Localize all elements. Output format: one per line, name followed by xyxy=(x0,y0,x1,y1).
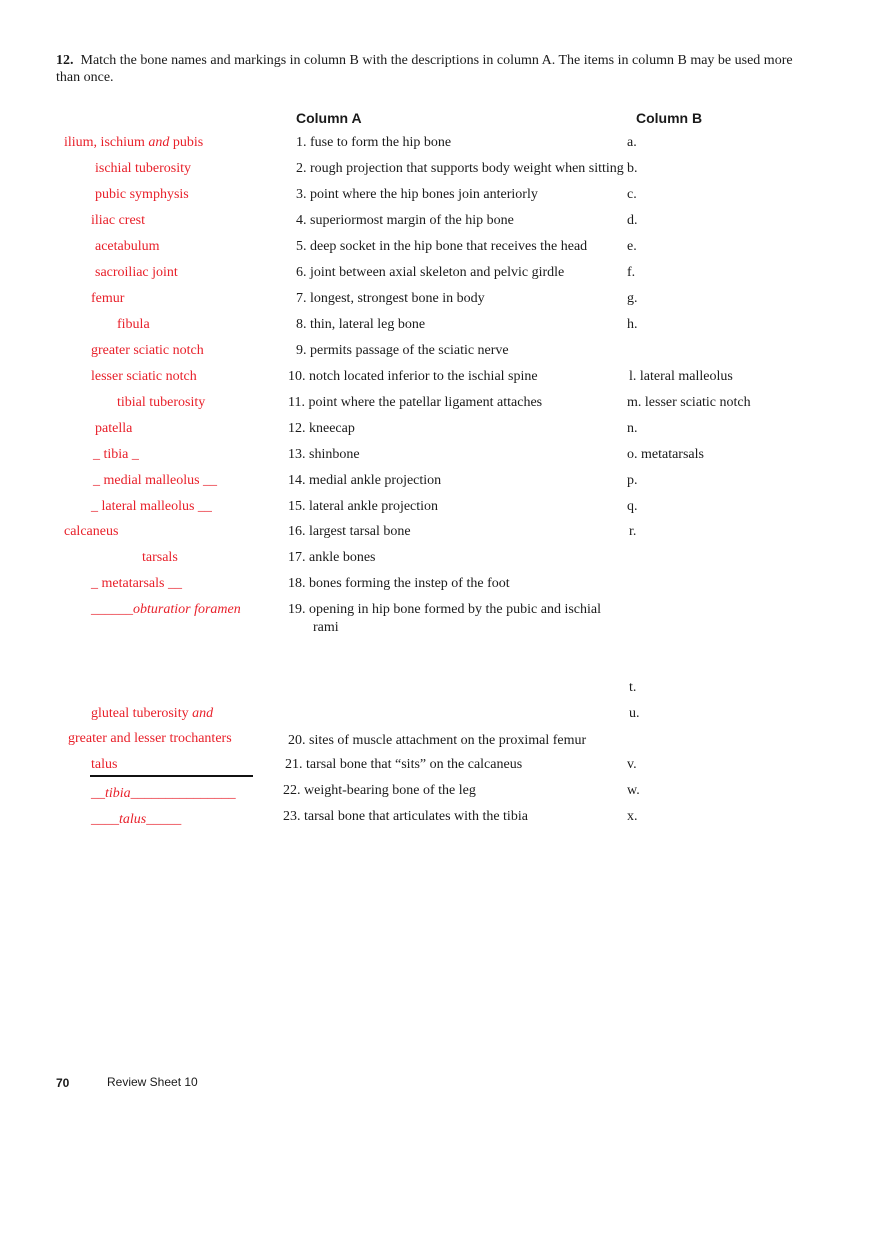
letter-a: a. xyxy=(627,135,637,150)
answer-12: patella xyxy=(95,421,133,436)
letter-p: p. xyxy=(627,473,638,488)
answer-11: tibial tuberosity xyxy=(117,395,206,410)
answer-5: acetabulum xyxy=(95,239,160,254)
answer-10: lesser sciatic notch xyxy=(91,369,197,384)
answer-19: ______obturatior foramen xyxy=(91,602,241,617)
description-19-cont: rami xyxy=(313,620,339,635)
answer-14: _ medial malleolus __ xyxy=(93,473,218,488)
answer-8: fibula xyxy=(117,317,150,332)
letter-e: e. xyxy=(627,239,637,254)
letter-l: l. lateral malleolus xyxy=(629,369,733,384)
question-number: 12. xyxy=(56,53,74,68)
footer-title: Review Sheet 10 xyxy=(107,1075,198,1089)
description-3: 3. point where the hip bones join anteriorly xyxy=(296,187,538,202)
answer-16: calcaneus xyxy=(64,524,119,539)
answer-15: _ lateral malleolus __ xyxy=(91,499,212,514)
description-22: 22. weight-bearing bone of the leg xyxy=(283,783,476,798)
column-a-header: Column A xyxy=(296,110,362,126)
question-text xyxy=(56,52,816,86)
letter-o: o. metatarsals xyxy=(627,447,704,462)
description-23: 23. tarsal bone that articulates with the tibia xyxy=(283,809,528,824)
letter-b: b. xyxy=(627,161,638,176)
description-12: 12. kneecap xyxy=(288,421,355,436)
answer-13: _ tibia _ xyxy=(93,447,139,462)
letter-h: h. xyxy=(627,317,638,332)
answer-18: _ metatarsals __ xyxy=(91,576,182,591)
answer-9: greater sciatic notch xyxy=(91,343,204,358)
letter-r: r. xyxy=(629,524,637,539)
description-17: 17. ankle bones xyxy=(288,550,376,565)
page-number: 70 xyxy=(56,1076,70,1090)
letter-m: m. lesser sciatic notch xyxy=(627,395,751,410)
answer-7: femur xyxy=(91,291,125,306)
description-20: 20. sites of muscle attachment on the proximal femur xyxy=(288,733,587,748)
letter-x: x. xyxy=(627,809,638,824)
description-4: 4. superiormost margin of the hip bone xyxy=(296,213,514,228)
description-19: 19. opening in hip bone formed by the pubic and ischial xyxy=(288,602,601,617)
answer-4: iliac crest xyxy=(91,213,146,228)
question-body: Match the bone names and markings in column B with the descriptions in column A. The items in column B may be used more than once. xyxy=(56,53,793,85)
answer-21: talus xyxy=(91,757,118,772)
letter-t: t. xyxy=(629,680,637,695)
description-6: 6. joint between axial skeleton and pelvic girdle xyxy=(296,265,565,280)
answer-6: sacroiliac joint xyxy=(95,265,178,280)
description-10: 10. notch located inferior to the ischial spine xyxy=(288,369,538,384)
letter-v: v. xyxy=(627,757,637,772)
letter-w: w. xyxy=(627,783,640,798)
answer-21-underline xyxy=(90,775,253,777)
description-11: 11. point where the patellar ligament attaches xyxy=(288,395,543,410)
letter-q: q. xyxy=(627,499,638,514)
description-13: 13. shinbone xyxy=(288,447,360,462)
description-16: 16. largest tarsal bone xyxy=(288,524,411,539)
answer-20b: greater and lesser trochanters xyxy=(68,731,232,746)
description-7: 7. longest, strongest bone in body xyxy=(296,291,485,306)
description-5: 5. deep socket in the hip bone that receives the head xyxy=(296,239,588,254)
letter-f: f. xyxy=(627,265,636,280)
description-14: 14. medial ankle projection xyxy=(288,473,442,488)
description-2: 2. rough projection that supports body weight when sitting xyxy=(296,161,624,176)
answer-1: ilium, ischium and pubis xyxy=(64,135,204,150)
answer-22: __tibia_______________ xyxy=(91,786,236,801)
answer-2: ischial tuberosity xyxy=(95,161,192,176)
description-21: 21. tarsal bone that “sits” on the calcaneus xyxy=(285,757,523,772)
letter-d: d. xyxy=(627,213,638,228)
description-1: 1. fuse to form the hip bone xyxy=(296,135,452,150)
letter-n: n. xyxy=(627,421,638,436)
description-8: 8. thin, lateral leg bone xyxy=(296,317,426,332)
answer-17: tarsals xyxy=(142,550,178,565)
answer-23: ____talus_____ xyxy=(91,812,182,827)
letter-c: c. xyxy=(627,187,637,202)
description-15: 15. lateral ankle projection xyxy=(288,499,439,514)
letter-g: g. xyxy=(627,291,638,306)
answer-20a: gluteal tuberosity and xyxy=(91,706,214,721)
description-18: 18. bones forming the instep of the foot xyxy=(288,576,510,591)
column-b-header: Column B xyxy=(636,110,703,126)
letter-u: u. xyxy=(629,706,640,721)
answer-3: pubic symphysis xyxy=(95,187,189,202)
description-9: 9. permits passage of the sciatic nerve xyxy=(296,343,509,358)
